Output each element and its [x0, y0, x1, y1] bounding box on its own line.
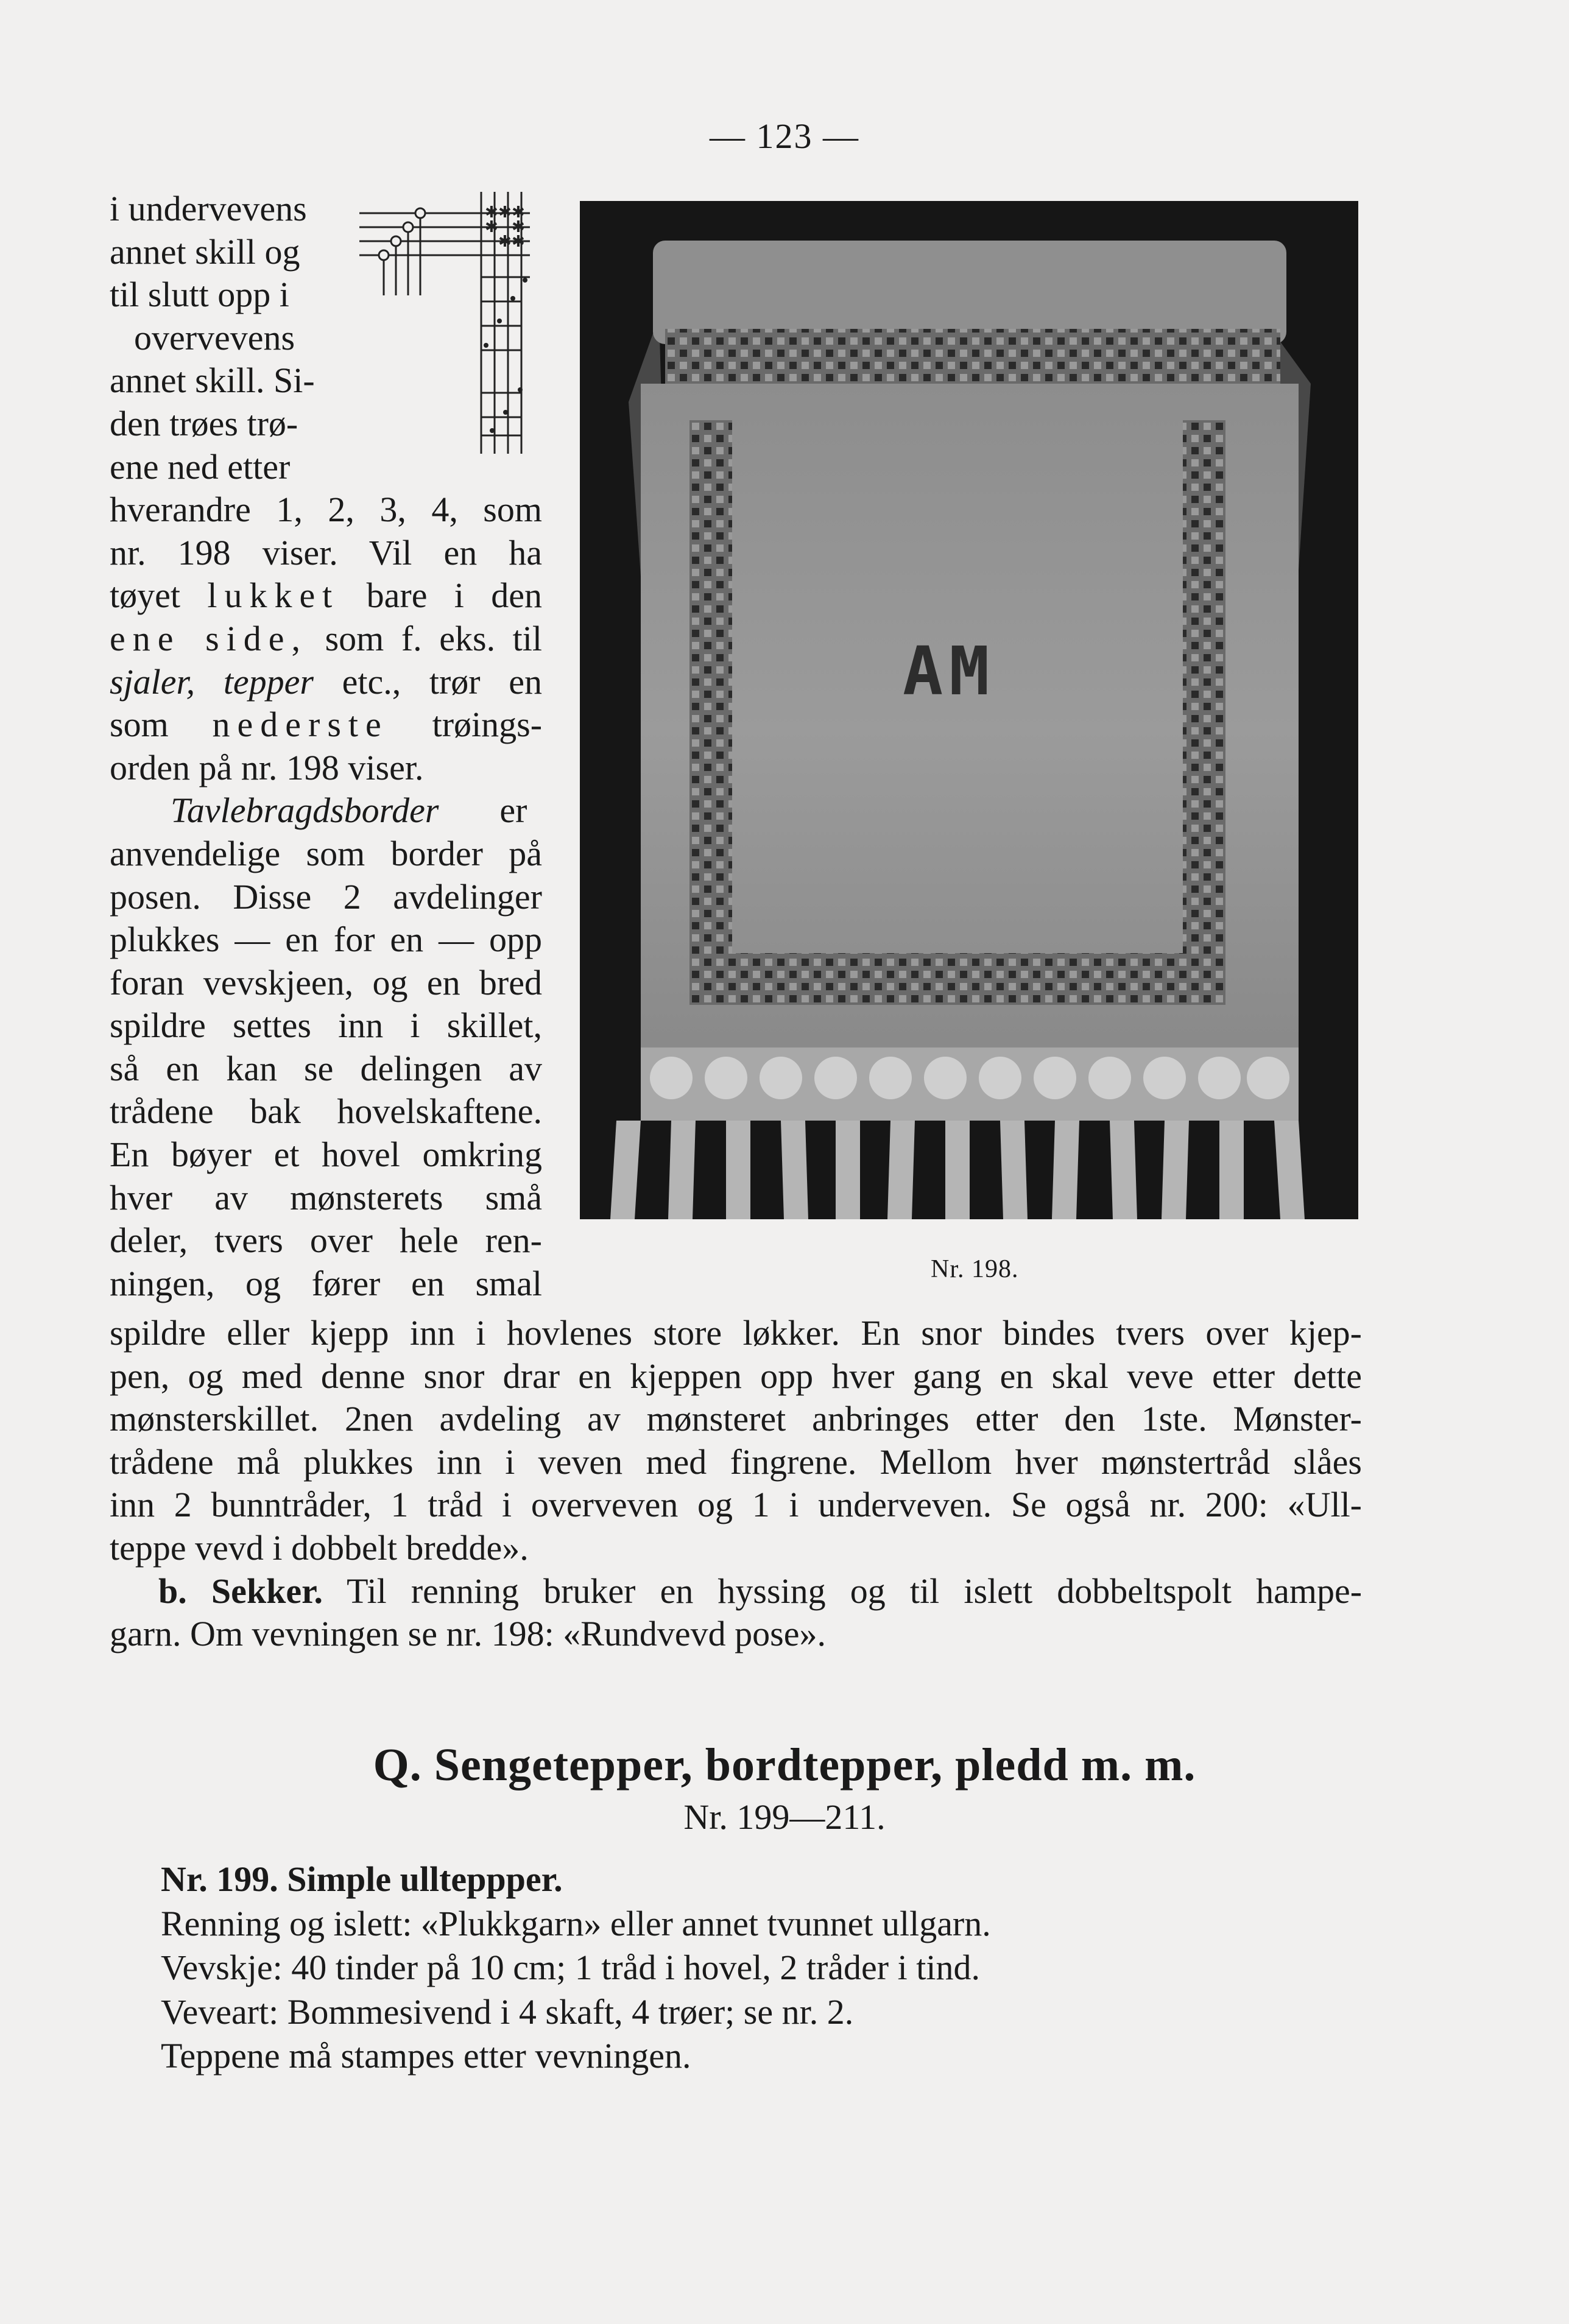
- text-line: garn. Om vevningen se nr. 198: «Rundvevd pose».: [110, 1614, 826, 1654]
- recipe-heading: Nr. 199. Simple ullteppper.: [161, 1859, 563, 1899]
- recipe-line: Veveart: Bommesivend i 4 skaft, 4 trøer; se nr. 2.: [161, 1991, 854, 2032]
- text-line: trådene må plukkes inn i veven med fingrene. Mellom hver mønstertråd slåes: [110, 1442, 1362, 1482]
- text-line: ene side, som f. eks. til: [110, 618, 542, 658]
- text-line: annet skill og: [110, 231, 300, 272]
- text-line: ningen, og fører en smal: [110, 1263, 542, 1303]
- svg-text:✱: ✱: [512, 203, 525, 222]
- text-line: plukkes — en for en — opp: [110, 920, 542, 960]
- text-line: Tavlebragdsborder er: [171, 791, 527, 831]
- sekker-paragraph: b. Sekker. Til renning bruker en hyssing og til islett dobbeltspolt hampe-: [158, 1571, 1363, 1611]
- recipe-block: [161, 1857, 1318, 2079]
- text-line: tøyet lukket bare i den: [110, 576, 542, 616]
- text-line: overvevens: [134, 317, 295, 357]
- full-width-paragraph: [110, 1312, 1362, 1656]
- text-line: ene ned etter: [110, 446, 291, 487]
- text-line: anvendelige som border på: [110, 833, 542, 873]
- text-line: som nederste trøings-: [110, 705, 543, 745]
- page-number: — 123 —: [710, 116, 859, 156]
- sekker-label: b. Sekker.: [158, 1571, 323, 1611]
- text-line: hver av mønsterets små: [110, 1177, 542, 1217]
- text-line: inn 2 bunntråder, 1 tråd i overveven og 1 i underveven. Se også nr. 200: «Ull-: [110, 1485, 1362, 1525]
- svg-text:✱: ✱: [512, 218, 525, 236]
- text-line: orden på nr. 198 viser.: [110, 747, 424, 787]
- text-line: foran vevskjeen, og en bred: [110, 962, 542, 1002]
- text-line: nr. 198 viser. Vil en ha: [110, 532, 542, 572]
- recipe-line: Renning og islett: «Plukkgarn» eller annet tvunnet ullgarn.: [161, 1903, 991, 1943]
- svg-text:✱: ✱: [498, 203, 512, 222]
- section-heading: Q. Sengetepper, bordtepper, pledd m. m.: [373, 1739, 1196, 1791]
- text-line: En bøyer et hovel omkring: [110, 1135, 542, 1175]
- text-line: pen, og med denne snor drar en kjeppen opp hver gang en skal veve etter dette: [110, 1356, 1362, 1396]
- monogram: AM: [903, 632, 996, 710]
- svg-text:✱: ✱: [485, 203, 498, 222]
- text-line: annet skill. Si-: [110, 361, 315, 401]
- text-line: sjaler, tepper etc., trør en: [110, 661, 543, 702]
- recipe-line: Teppene må stampes etter vevningen.: [161, 2036, 691, 2076]
- recipe-line: Vevskje: 40 tinder på 10 cm; 1 tråd i hovel, 2 tråder i tind.: [161, 1948, 980, 1987]
- svg-text:✱: ✱: [498, 233, 512, 251]
- text-line: spildre eller kjepp inn i hovlenes store løkker. En snor bindes tvers over kjep-: [110, 1313, 1362, 1353]
- left-column-text: [110, 188, 542, 1305]
- text-line: mønsterskillet. 2nen avdeling av mønsteret anbringes etter den 1ste. Mønster-: [110, 1399, 1362, 1439]
- text-line: den trøes trø-: [110, 403, 298, 443]
- text-line: deler, tvers over hele ren-: [110, 1220, 542, 1261]
- text-line: posen. Disse 2 avdelinger: [110, 876, 542, 917]
- text-line: spildre settes inn i skillet,: [110, 1005, 542, 1046]
- text-line: teppe vevd i dobbelt bredde».: [110, 1527, 529, 1568]
- text-line: så en kan se delingen av: [110, 1048, 542, 1088]
- text-line: hverandre 1, 2, 3, 4, som: [110, 490, 542, 530]
- svg-text:✱: ✱: [485, 218, 498, 236]
- svg-text:✱: ✱: [512, 233, 525, 251]
- woven-bag-photo: [580, 201, 1358, 1219]
- text-line: trådene bak hovelskaftene.: [110, 1091, 542, 1132]
- section-subheading: Nr. 199—211.: [683, 1797, 886, 1837]
- text-line: i undervevens: [110, 189, 307, 228]
- figure-caption: Nr. 198.: [931, 1255, 1019, 1283]
- text-line: til slutt opp i: [110, 275, 289, 315]
